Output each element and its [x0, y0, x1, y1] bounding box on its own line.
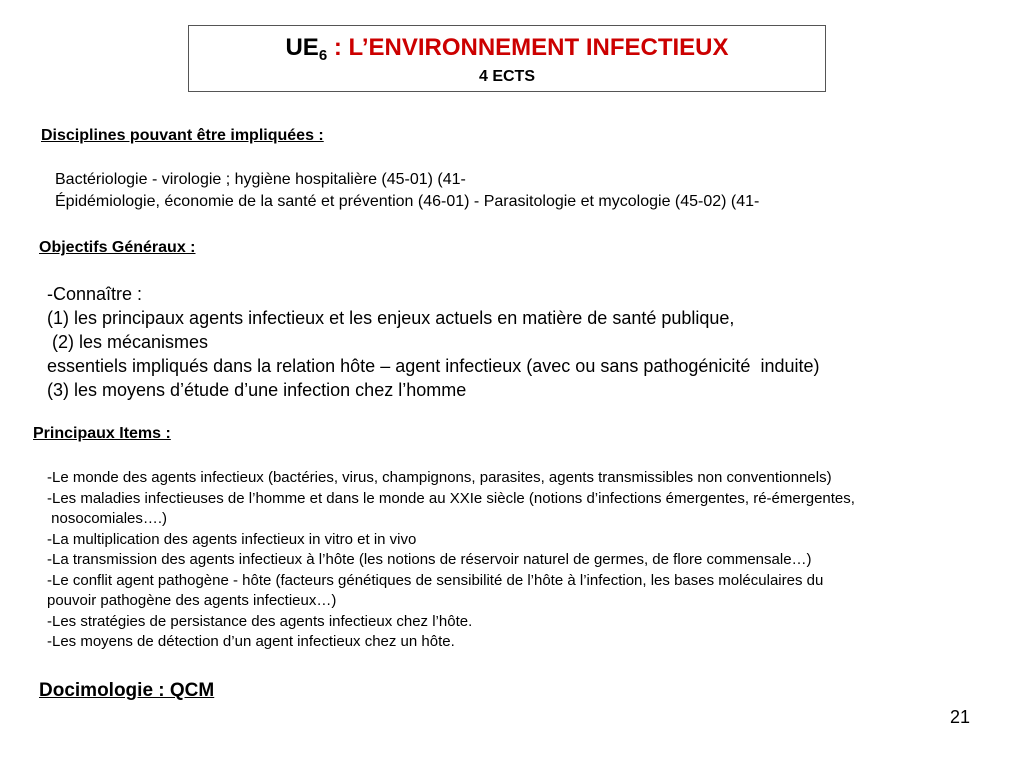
disciplines-heading: Disciplines pouvant être impliquées : — [41, 127, 324, 144]
docimologie-heading: Docimologie : QCM — [39, 680, 215, 701]
items-line: -La transmission des agents infectieux à l’hôte (les notions de réservoir naturel de germes, de flore commensale…) — [47, 551, 812, 568]
objectifs-list — [47, 282, 819, 402]
items-line: -Le conflit agent pathogène - hôte (facteurs génétiques de sensibilité de l’hôte à l’infection, les bases moléculaires du — [47, 571, 824, 589]
objectifs-line: (3) les moyens d’étude d’une infection chez l’homme — [47, 380, 467, 400]
title-box — [188, 25, 826, 92]
items-list — [47, 468, 855, 653]
title-subscript: 6 — [318, 47, 328, 64]
page-number: 21 — [949, 707, 970, 727]
items-line: -Les moyens de détection d’un agent infectieux chez un hôte. — [47, 633, 455, 650]
disciplines-list — [55, 169, 759, 213]
title-main: : L’ENVIRONNEMENT INFECTIEUX — [327, 34, 729, 61]
items-heading: Principaux Items : — [33, 425, 171, 442]
objectifs-line: -Connaître : — [47, 284, 143, 304]
disciplines-line: Bactériologie - virologie ; hygiène hospitalière (45-01) (41- — [55, 171, 466, 188]
items-line: pouvoir pathogène des agents infectieux…) — [47, 592, 337, 609]
objectifs-line: essentiels impliqués dans la relation hôte – agent infectieux (avec ou sans pathogénicité induite) — [47, 356, 820, 376]
objectifs-line: (1) les principaux agents infectieux et les enjeux actuels en matière de santé publique, — [47, 308, 735, 328]
items-line: nosocomiales….) — [47, 510, 168, 527]
items-line: -Les maladies infectieuses de l’homme et dans le monde au XXIe siècle (notions d’infections émergentes, ré-émergentes, — [47, 489, 855, 507]
items-line: -La multiplication des agents infectieux in vitro et in vivo — [47, 530, 417, 548]
items-line: -Les stratégies de persistance des agents infectieux chez l’hôte. — [47, 612, 473, 630]
disciplines-line: Épidémiologie, économie de la santé et prévention (46-01) - Parasitologie et mycologie (45-02) (41- — [55, 193, 760, 210]
title-prefix: UE — [285, 34, 319, 61]
objectifs-heading: Objectifs Généraux : — [39, 239, 196, 256]
slide-title — [189, 34, 825, 62]
items-line: -Le monde des agents infectieux (bactéries, virus, champignons, parasites, agents transmissibles non conventionnels) — [47, 469, 832, 486]
objectifs-line: (2) les mécanismes — [47, 332, 209, 352]
slide-subtitle: 4 ECTS — [478, 68, 535, 85]
